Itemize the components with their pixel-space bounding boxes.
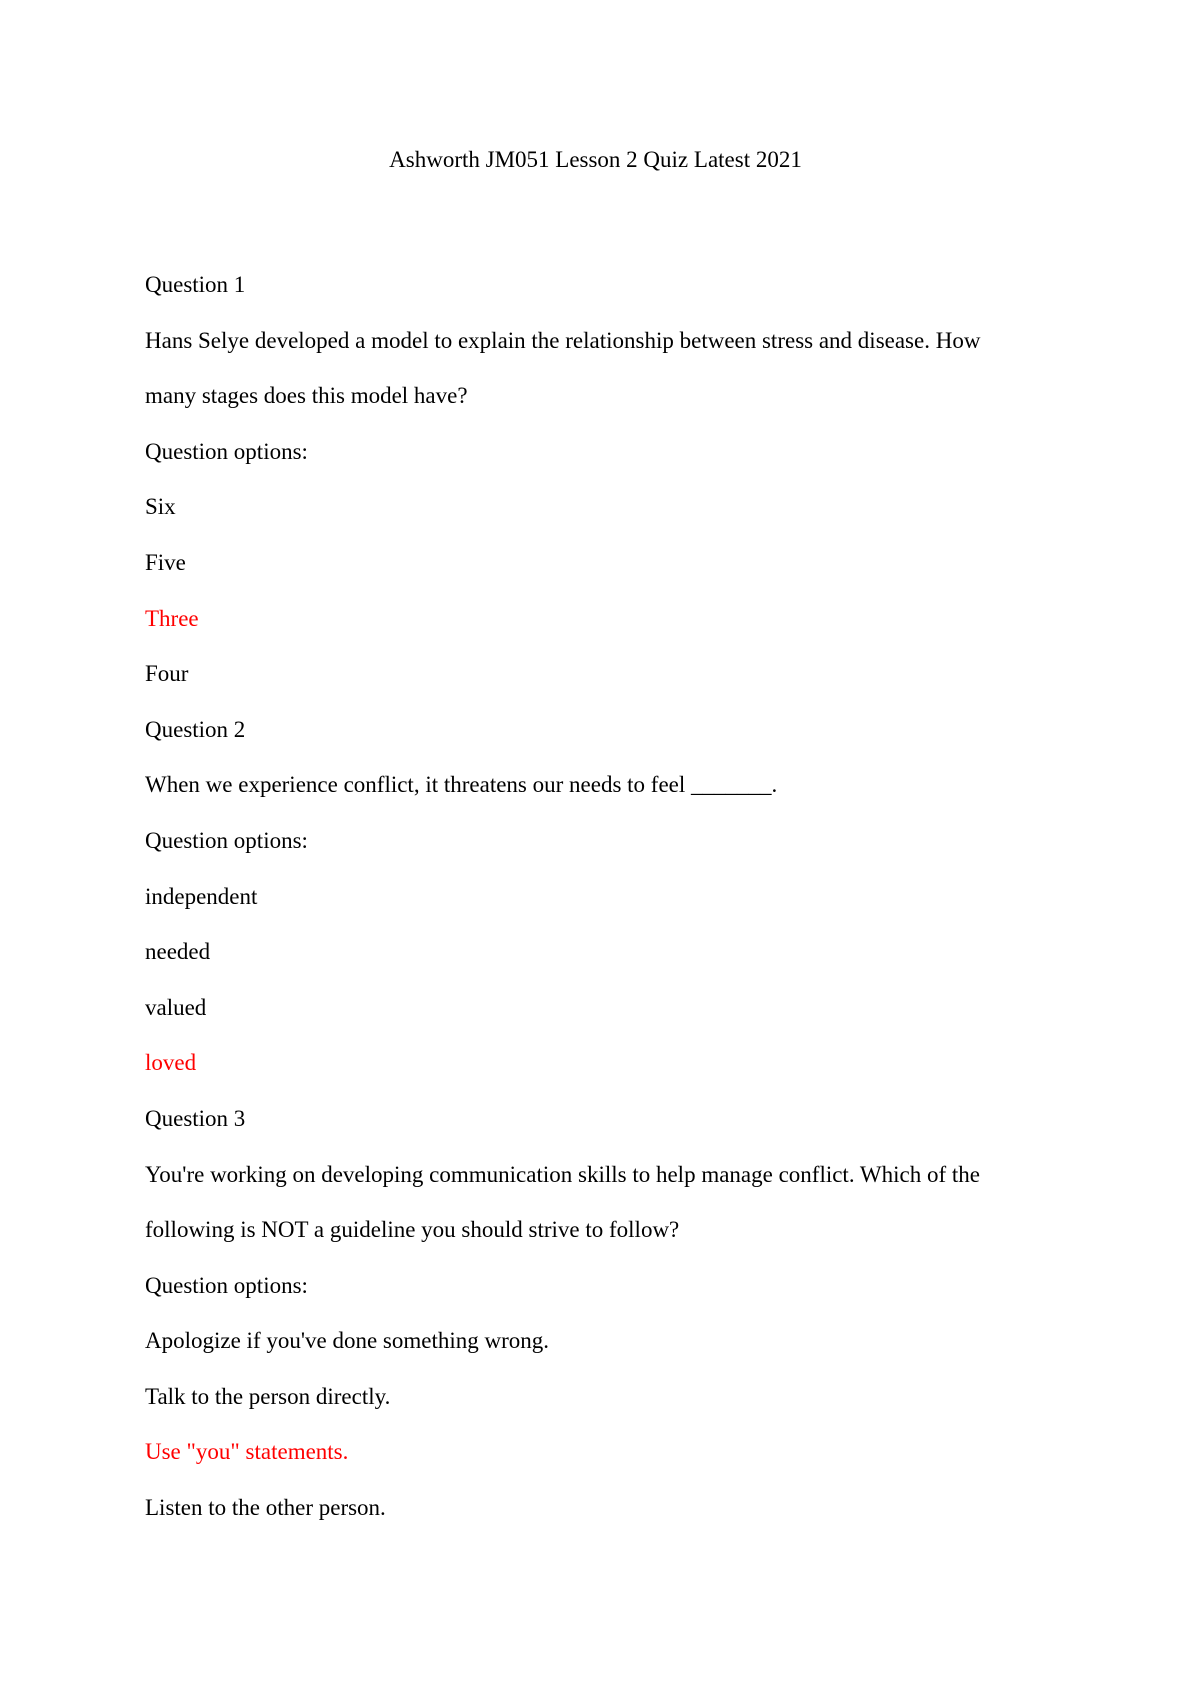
option-text: Six bbox=[145, 494, 176, 520]
question-heading: Question 1 bbox=[145, 272, 246, 297]
question-text-line: following is NOT a guideline you should strive to follow? bbox=[145, 1217, 680, 1243]
correct-option-text: loved bbox=[145, 1050, 197, 1076]
question-text-line: You're working on developing communication skills to help manage conflict. Which of the bbox=[145, 1161, 980, 1187]
question-text-line: When we experience conflict, it threatens our needs to feel _______. bbox=[145, 772, 778, 798]
option-text: Five bbox=[145, 549, 186, 575]
question-block bbox=[145, 257, 1065, 702]
question-heading: Question 3 bbox=[145, 1105, 246, 1131]
quiz-content bbox=[145, 257, 1065, 1536]
question-options-label: Question options: bbox=[145, 438, 308, 464]
question-text-line: Hans Selye developed a model to explain the relationship between stress and disease. How bbox=[145, 327, 981, 353]
document-title: Ashworth JM051 Lesson 2 Quiz Latest 2021 bbox=[389, 147, 802, 172]
option-text: independent bbox=[145, 883, 258, 909]
question-text-line: many stages does this model have? bbox=[145, 383, 468, 409]
correct-option-text: Use "you" statements. bbox=[145, 1439, 349, 1465]
question-block bbox=[145, 1091, 1065, 1536]
option-text: Listen to the other person. bbox=[145, 1495, 386, 1521]
option-text: valued bbox=[145, 994, 207, 1020]
question-options-label: Question options: bbox=[145, 827, 308, 853]
option-text: needed bbox=[145, 939, 211, 965]
question-options-label: Question options: bbox=[145, 1272, 308, 1298]
option-text: Apologize if you've done something wrong. bbox=[145, 1328, 550, 1354]
question-block bbox=[145, 702, 1065, 1091]
option-text: Four bbox=[145, 661, 189, 687]
option-text: Talk to the person directly. bbox=[145, 1383, 391, 1409]
correct-option-text: Three bbox=[145, 605, 199, 631]
question-heading: Question 2 bbox=[145, 716, 246, 742]
